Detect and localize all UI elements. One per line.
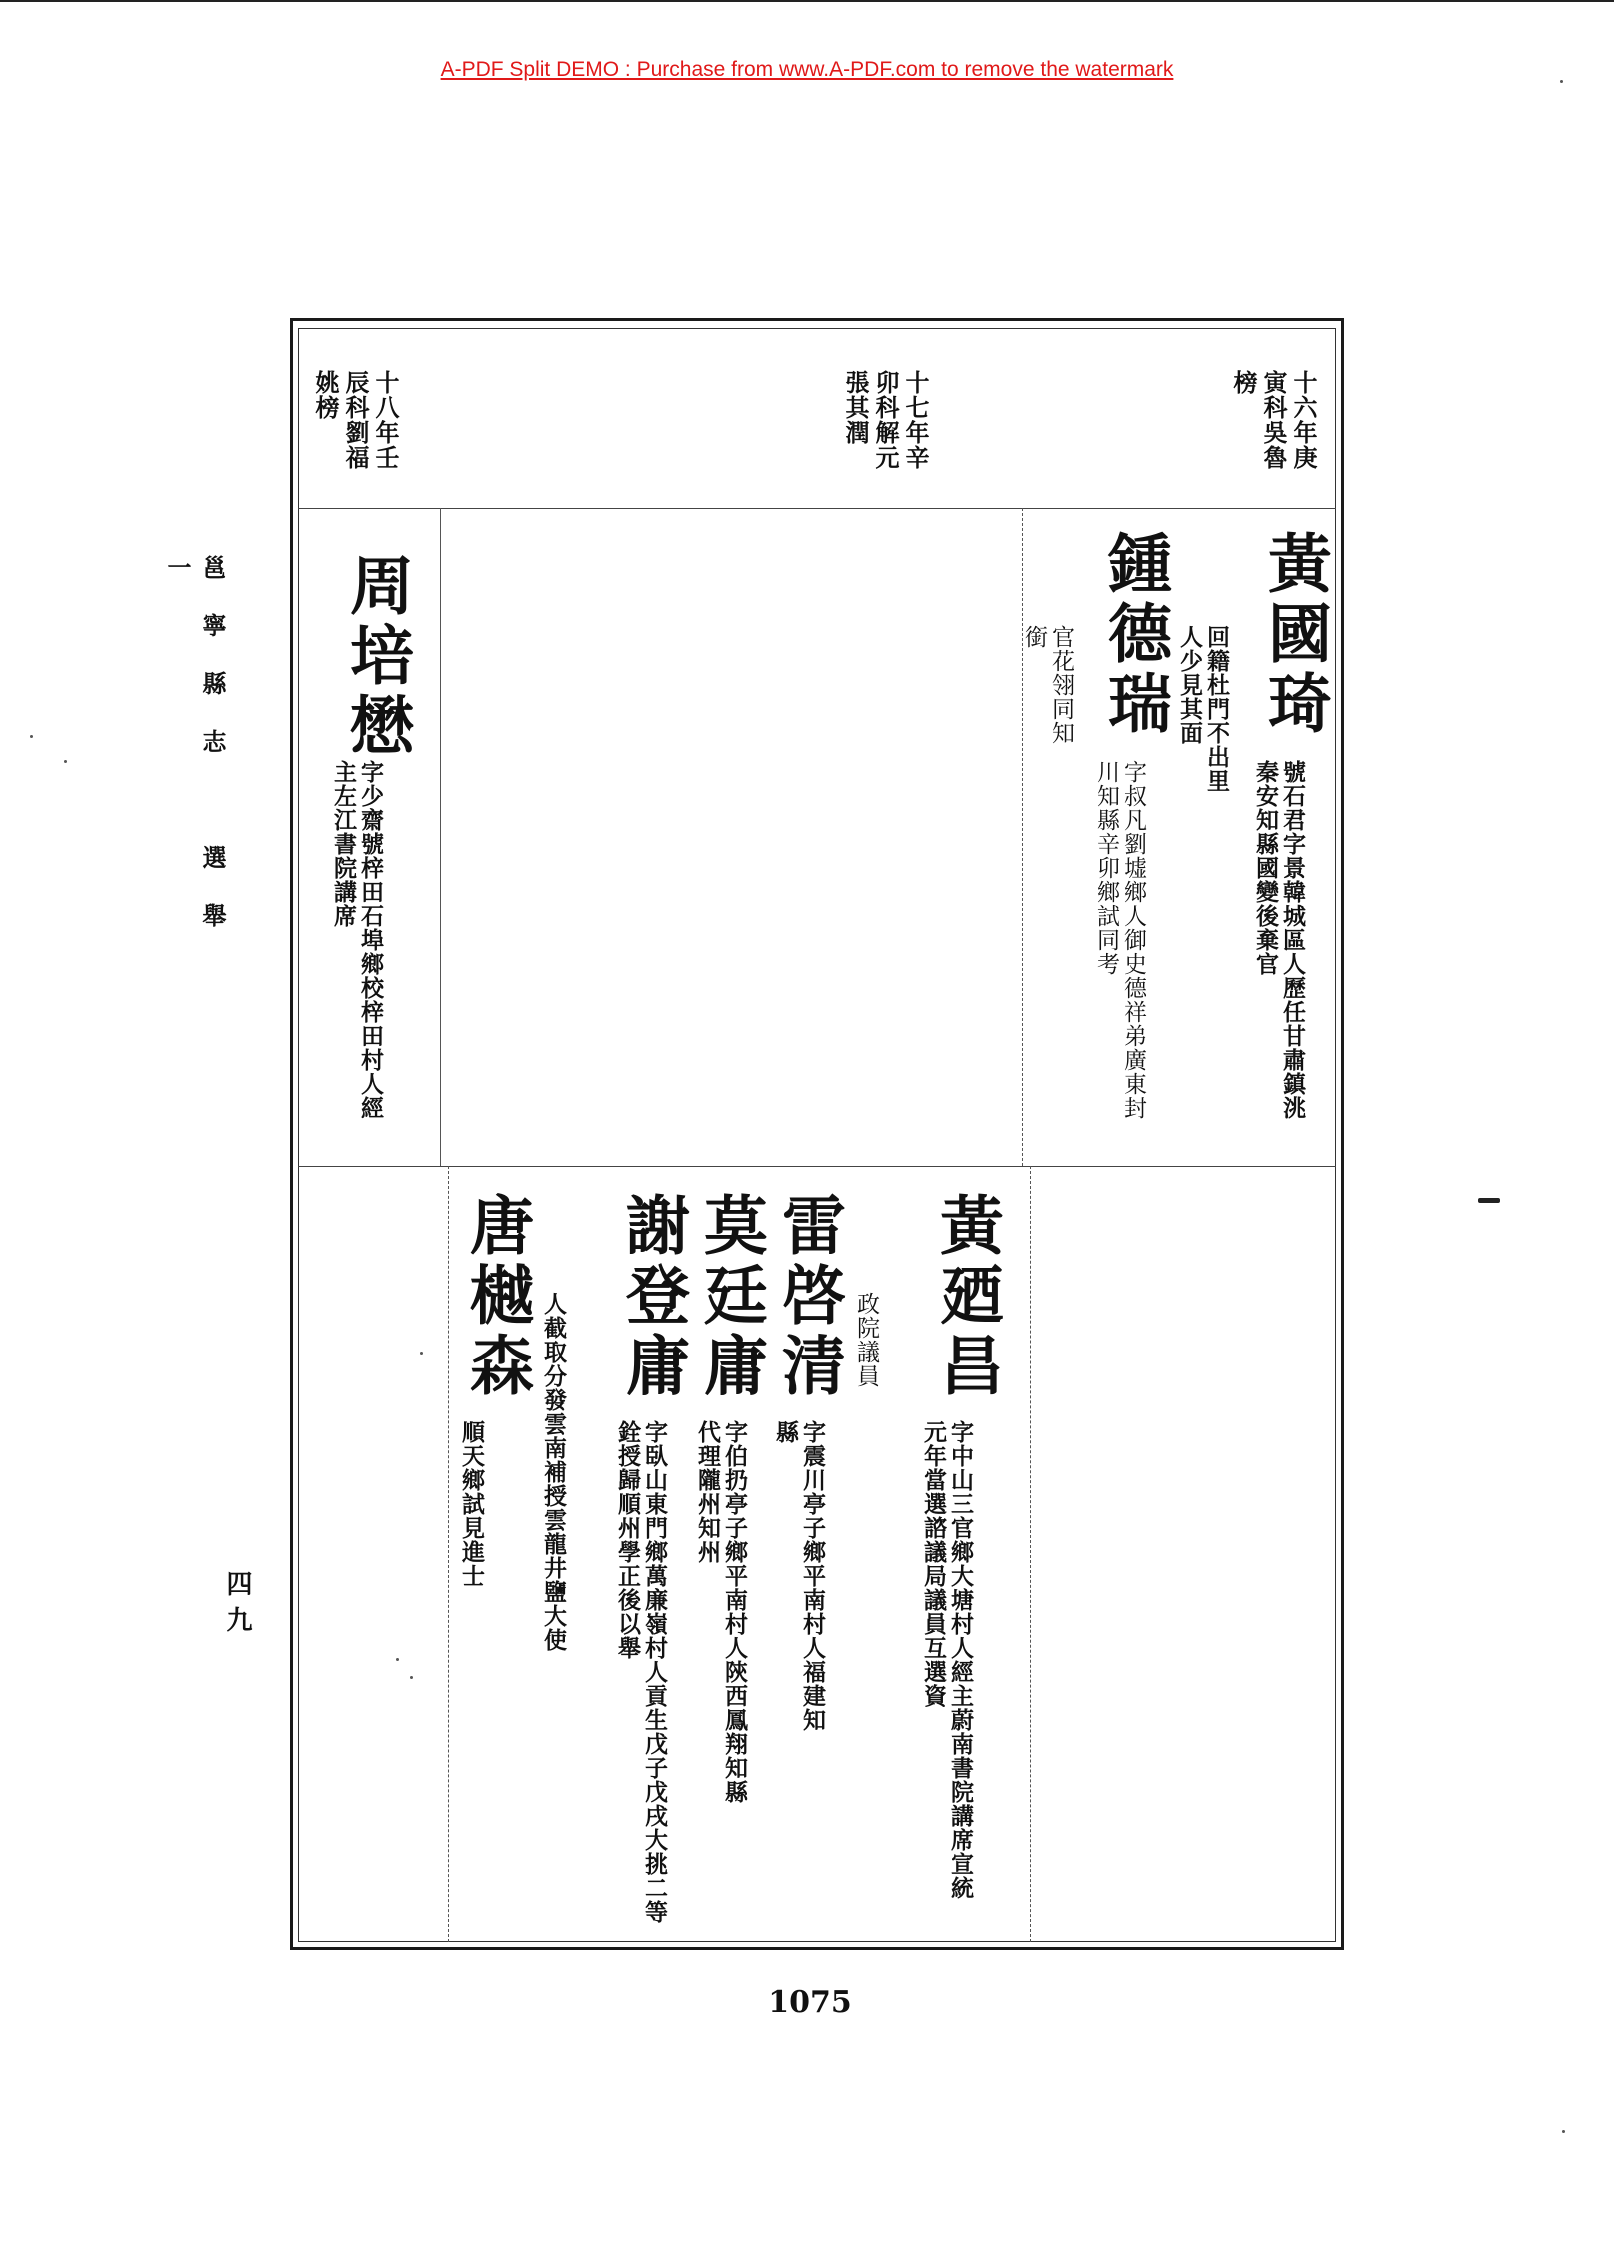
scan-speck — [1560, 80, 1563, 83]
person-note: 人截取分發雲南補授雲龍井鹽大使 — [540, 1292, 567, 1652]
person-name: 雷啓清 — [771, 1192, 846, 1402]
scan-speck — [396, 1658, 399, 1661]
person-note: 順天鄉試見進士 — [458, 1420, 485, 1588]
person-name: 唐樾森 — [459, 1192, 534, 1402]
watermark-link[interactable]: A-PDF Split DEMO : Purchase from www.A-PDF.com to remove the watermark — [440, 58, 1174, 81]
section-rule — [298, 1166, 1336, 1167]
person-name: 黃廼昌 — [929, 1192, 1004, 1402]
top-border — [0, 0, 1614, 2]
person-note: 字伯扔亭子鄉平南村人陝西鳳翔知縣代理隴州知州 — [694, 1420, 748, 1804]
scan-speck — [1478, 1198, 1500, 1203]
person-note: 字少齋號梓田石埠鄉校梓田村人經主左江書院講席 — [330, 760, 384, 1120]
column-divider — [448, 1166, 449, 1942]
person-note: 字中山三官鄉大塘村人經主蔚南書院講席宣統元年當選諮議局議員互選資 — [920, 1420, 974, 1900]
header-rule — [298, 508, 1336, 509]
chinese-page-number: 四九 — [222, 1570, 252, 1642]
column-divider — [440, 508, 441, 1166]
scan-speck — [420, 1352, 423, 1355]
person-note: 回籍杜門不出里人少見其面 — [1176, 625, 1230, 793]
book-title: 邕寧縣志 選舉一 — [163, 555, 227, 961]
person-name: 莫廷庸 — [693, 1192, 768, 1402]
column-divider — [1022, 508, 1023, 1166]
person-note: 政院議員 — [853, 1292, 879, 1388]
header-year-18: 十八年壬辰科劉福姚榜 — [311, 370, 400, 470]
scan-speck — [30, 735, 33, 738]
person-note: 字叔凡劉墟鄉人御史德祥弟廣東封川知縣辛卯鄉試同考 — [1093, 760, 1146, 1120]
person-name: 鍾德瑞 — [1097, 530, 1172, 740]
header-year-17: 十七年辛卯科解元張其潤 — [841, 370, 930, 470]
scan-speck — [1562, 2130, 1565, 2133]
person-name: 謝登庸 — [615, 1192, 690, 1402]
person-name: 周培懋 — [339, 552, 414, 762]
person-note: 字震川亭子鄉平南村人福建知縣 — [772, 1420, 826, 1732]
person-note: 官花翎同知銜 — [1021, 625, 1074, 745]
person-note: 號石君字景韓城區人歷任甘肅鎮洮秦安知縣國變後棄官 — [1252, 760, 1306, 1120]
scan-speck — [410, 1676, 413, 1679]
header-year-16: 十六年庚寅科吳魯榜 — [1229, 370, 1318, 470]
person-note: 字臥山東門鄉萬廉嶺村人貢生戊子戊戌大挑二等銓授歸順州學正後以舉 — [614, 1420, 668, 1924]
column-divider — [1030, 1166, 1031, 1942]
person-name: 黃國琦 — [1257, 530, 1332, 740]
scan-speck — [64, 760, 67, 763]
page-number: 1075 — [768, 1985, 852, 2020]
